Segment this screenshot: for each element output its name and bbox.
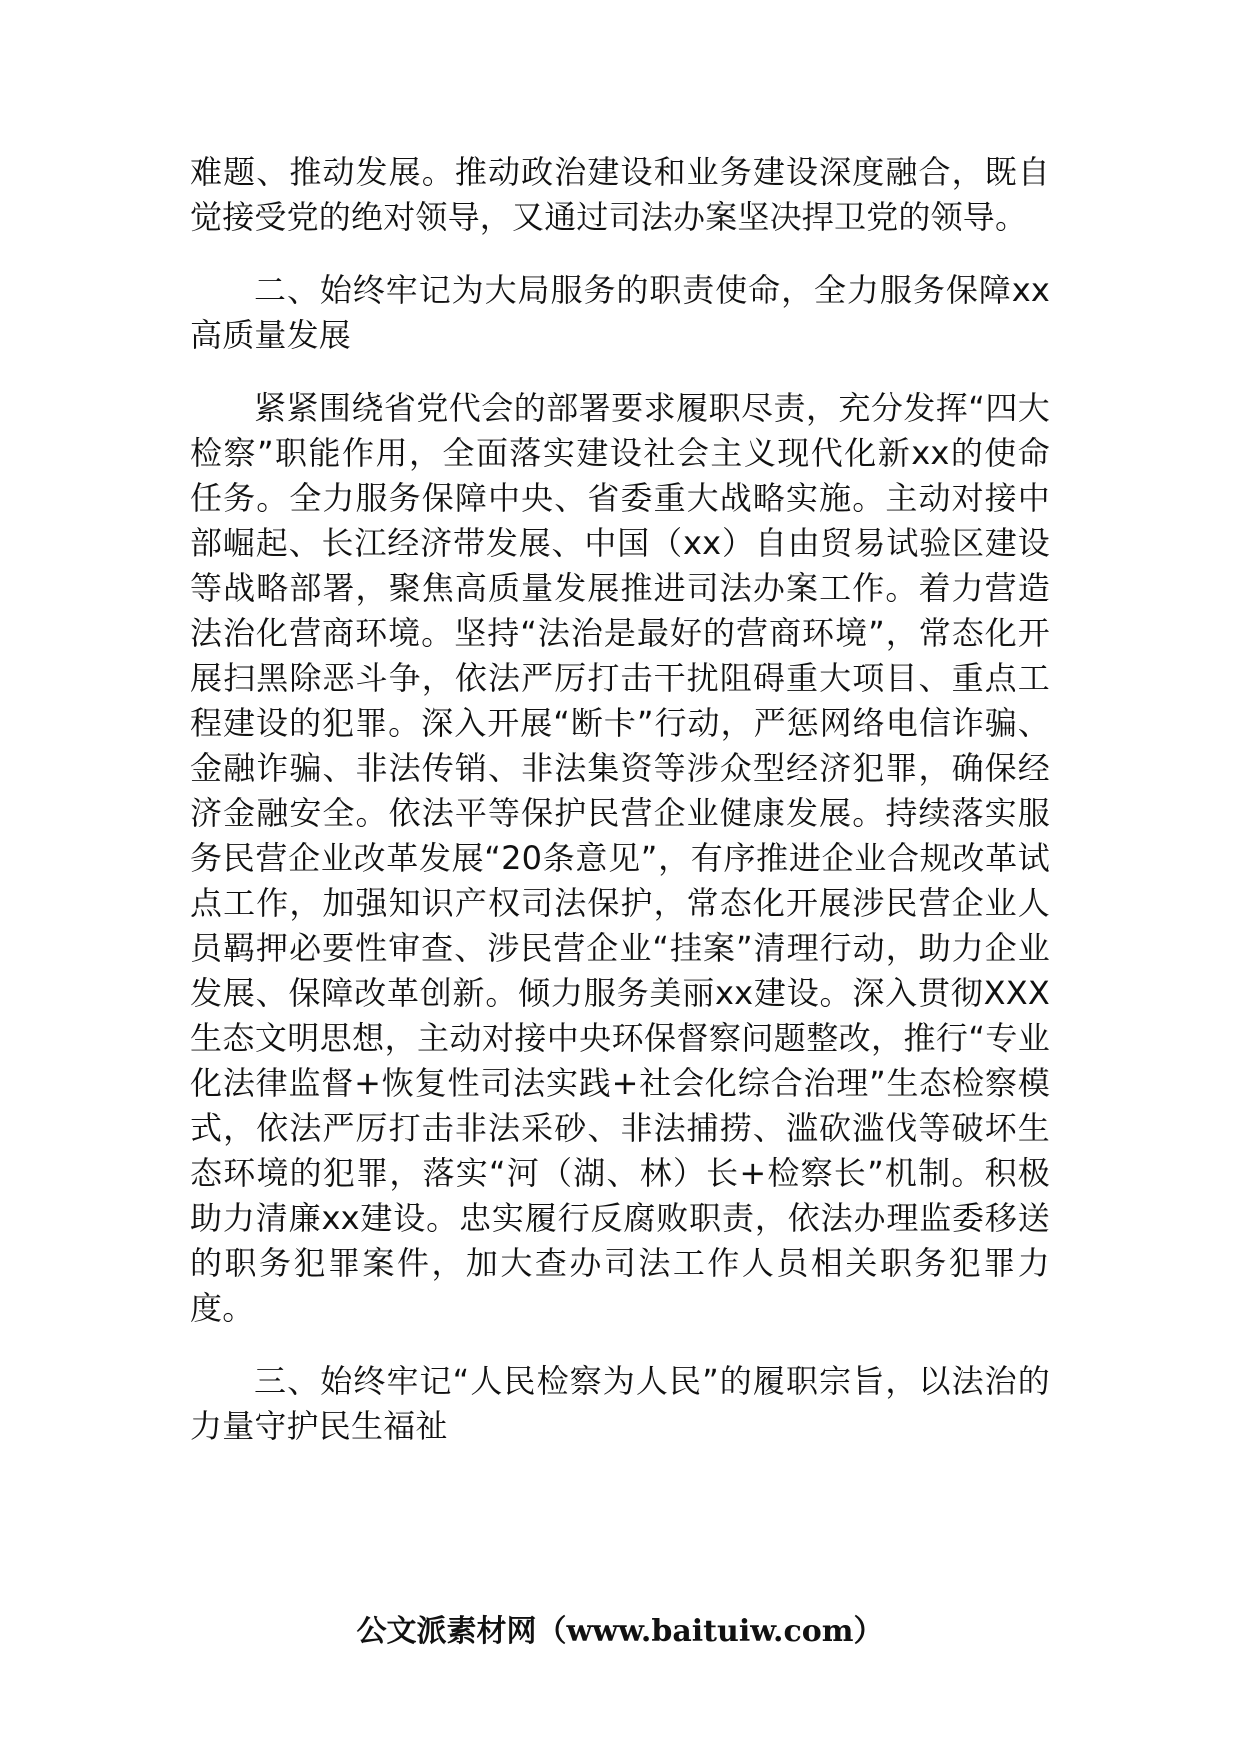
document-body <box>190 150 1050 1449</box>
section-heading-3: 三、始终牢记“人民检察为人民”的履职宗旨，以法治的力量守护民生福祉 <box>190 1362 1050 1445</box>
paragraph-continuation: 难题、推动发展。推动政治建设和业务建设深度融合，既自觉接受党的绝对领导，又通过司法办案坚决捍卫党的领导。 <box>190 153 1050 236</box>
section-heading-2: 二、始终牢记为大局服务的职责使命，全力服务保障xx高质量发展 <box>190 271 1050 354</box>
paragraph-section-2-body: 紧紧围绕省党代会的部署要求履职尽责，充分发挥“四大检察”职能作用，全面落实建设社会主义现代化新xx的使命任务。全力服务保障中央、省委重大战略实施。主动对接中部崛起、长江经济带发展、中国（xx）自由贸易试验区建设等战略部署，聚焦高质量发展推进司法办案工作。着力营造法治化营商环境。坚持“法治是最好的营商环境”，常态化开展扫黑除恶斗争，依法严厉打击干扰阻碍重大项目、重点工程建设的犯罪。深入开展“断卡”行动，严惩网络电信诈骗、金融诈骗、非法传销、非法集资等涉众型经济犯罪，确保经济金融安全。依法平等保护民营企业健康发展。持续落实服务民营企业改革发展“20条意见”，有序推进企业合规改革试点工作，加强知识产权司法保护，常态化开展涉民营企业人员羁押必要性审查、涉民营企业“挂案”清理行动，助力企业发展、保障改革创新。倾力服务美丽xx建设。深入贯彻XXX生态文明思想，主动对接中央环保督察问题整改，推行“专业化法律监督+恢复性司法实践+社会化综合治理”生态检察模式，依法严厉打击非法采砂、非法捕捞、滥砍滥伐等破坏生态环境的犯罪，落实“河（湖、林）长+检察长”机制。积极助力清廉xx建设。忠实履行反腐败职责，依法办理监委移送的职务犯罪案件，加大查办司法工作人员相关职务犯罪力度。 <box>190 389 1050 1327</box>
footer-watermark-text: 公文派素材网（www.baituiw.com） <box>356 1614 884 1649</box>
